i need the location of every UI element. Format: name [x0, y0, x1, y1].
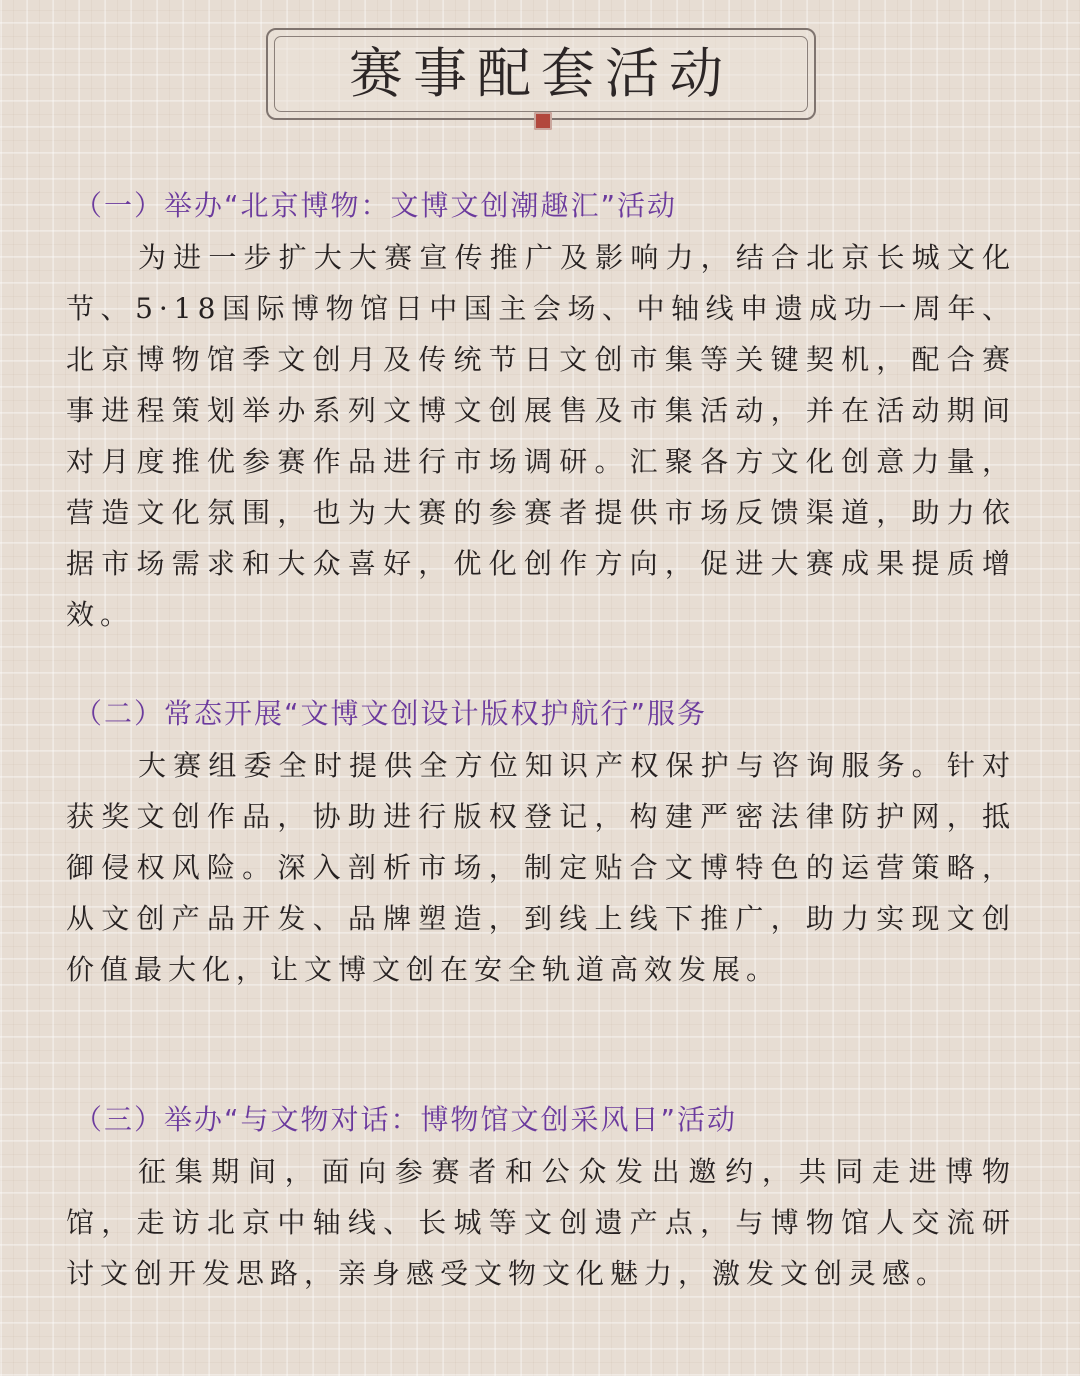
title-frame	[266, 28, 816, 120]
section-heading: （三）举办“与文物对话：博物馆文创采风日”活动	[74, 1103, 738, 1136]
section-2	[66, 694, 1016, 995]
section-body: 为进一步扩大大赛宣传推广及影响力，结合北京长城文化节、5·18国际博物馆日中国主会场、中轴线申遗成功一周年、北京博物馆季文创月及传统节日文创市集等关键契机，配合赛事进程策划举办系列文博文创展售及市集活动，并在活动期间对月度推优参赛作品进行市场调研。汇聚各方文化创意力量，营造文化氛围，也为大赛的参赛者提供市场反馈渠道，助力依据市场需求和大众喜好，优化创作方向，促进大赛成果提质增效。	[66, 241, 1016, 631]
section-heading: （一）举办“北京博物：文博文创潮趣汇”活动	[74, 189, 678, 222]
section-1	[66, 186, 1016, 640]
page-title: 赛事配套活动	[349, 42, 733, 105]
seal-stamp-icon	[534, 112, 552, 130]
section-3	[66, 1100, 1016, 1299]
section-heading: （二）常态开展“文博文创设计版权护航行”服务	[74, 697, 708, 730]
section-body: 征集期间，面向参赛者和公众发出邀约，共同走进博物馆，走访北京中轴线、长城等文创遗产点，与博物馆人交流研讨文创开发思路，亲身感受文物文化魅力，激发文创灵感。	[66, 1155, 1016, 1290]
section-body: 大赛组委全时提供全方位知识产权保护与咨询服务。针对获奖文创作品，协助进行版权登记，构建严密法律防护网，抵御侵权风险。深入剖析市场，制定贴合文博特色的运营策略，从文创产品开发、品牌塑造，到线上线下推广，助力实现文创价值最大化，让文博文创在安全轨道高效发展。	[66, 749, 1016, 986]
